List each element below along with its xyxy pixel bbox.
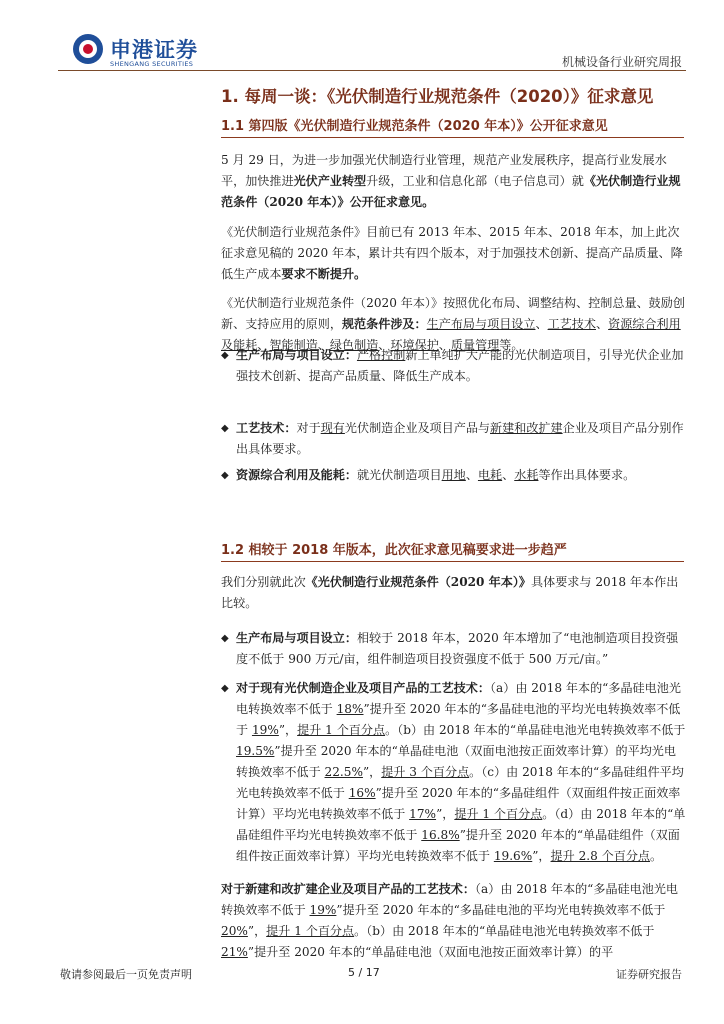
subsection-divider xyxy=(221,137,684,138)
subsection-divider xyxy=(221,561,684,562)
subsection-heading-1-2: 1.2 相较于 2018 年版本，此次征求意见稿要求进一步趋严 xyxy=(221,543,567,558)
list-item: ◆ 工艺技术：对于现有光伏制造企业及项目产品与新建和改扩建企业及项目产品分别作出具体要求。 xyxy=(221,418,687,460)
paragraph-2: 《光伏制造行业规范条件》目前已有 2013 年本、2015 年本、2018 年本，加上此次征求意见稿的 2020 年本，累计共有四个版本，对于加强技术创新、提高产品质量、降低生产成本要求不断提升。 xyxy=(221,225,683,281)
bullet-diamond-icon: ◆ xyxy=(221,423,229,434)
paragraph-3: 《光伏制造行业规范条件（2020 年本）》按照优化布局、调整结构、控制总量、鼓励创新、支持应用的原则，规范条件涉及：生产布局与项目设立、工艺技术、资源综合利用及能耗、智能制造、绿色制造、环境保护、质量管理等。 xyxy=(221,296,685,352)
list-item: ◆ 对于现有光伏制造企业及项目产品的工艺技术：（a）由 2018 年本的“多晶硅电池光电转换效率不低于 18%”提升至 2020 年本的“多晶硅电池的平均光电转换效率不低于 19%”，提升 1 个百分点。（b）由 2018 年本的“单晶硅电池光电转换效率不低于 19.5%”提升至 2020 年本的“单晶硅电池（双面电池按正面效率计算）的平均光电转换效率不低于 22.5%”，提升 3 个百分点。（c）由 2018 年本的“多晶硅组件平均光电转换效率不低于 16%”提升至 2020 年本的“多晶硅组件（双面组件按正面效率计算）平均光电转换效率不低于 17%”，提升 1 个百分点。（d）由 2018 年本的“单晶硅组件平均光电转换效率不低于 16.8%”提升至 2020 年本的“单晶硅组件（双面组件按正面效率计算）平均光电转换效率不低于 19.6%”，提升 2.8 个百分点。 xyxy=(221,678,687,867)
list-item: ◆ 生产布局与项目设立：严格控制新上单纯扩大产能的光伏制造项目，引导光伏企业加强技术创新、提高产品质量、降低生产成本。 xyxy=(221,345,687,387)
bullet-diamond-icon: ◆ xyxy=(221,470,229,481)
header-divider xyxy=(58,70,686,71)
paragraph-4: 我们分别就此次《光伏制造行业规范条件（2020 年本）》具体要求与 2018 年本作出比较。 xyxy=(221,575,679,610)
paragraph-1: 5 月 29 日，为进一步加强光伏制造行业管理，规范产业发展秩序，提高行业发展水平，加快推进光伏产业转型升级，工业和信息化部（电子信息司）就《光伏制造行业规范条件（2020 年本）》公开征求意见。 xyxy=(221,153,681,209)
bullet-diamond-icon: ◆ xyxy=(221,633,229,644)
subsection-heading-1-1: 1.1 第四版《光伏制造行业规范条件（2020 年本）》公开征求意见 xyxy=(221,119,608,134)
disclaimer-note: 敬请参阅最后一页免责声明 xyxy=(60,968,192,981)
company-name: 申港证券 xyxy=(110,38,198,62)
company-logo-icon xyxy=(73,34,103,64)
report-type: 机械设备行业研究周报 xyxy=(561,55,682,69)
bullet-diamond-icon: ◆ xyxy=(221,683,229,694)
page-number: 5 / 17 xyxy=(348,966,380,979)
company-name-en: SHENGANG SECURITIES xyxy=(110,60,194,68)
bullet-diamond-icon: ◆ xyxy=(221,350,229,361)
report-label: 证券研究报告 xyxy=(616,968,682,981)
section-heading: 1. 每周一谈：《光伏制造行业规范条件（2020）》征求意见 xyxy=(221,87,654,106)
list-item: ◆ 资源综合利用及能耗：就光伏制造项目用地、电耗、水耗等作出具体要求。 xyxy=(221,465,687,486)
list-item: ◆ 生产布局与项目设立：相较于 2018 年本，2020 年本增加了“电池制造项目投资强度不低于 900 万元/亩，组件制造项目投资强度不低于 500 万元/亩。” xyxy=(221,628,687,670)
paragraph-5: 对于新建和改扩建企业及项目产品的工艺技术：（a）由 2018 年本的“多晶硅电池光电转换效率不低于 19%”提升至 2020 年本的“多晶硅电池的平均光电转换效率不低于 20%”，提升 1 个百分点。（b）由 2018 年本的“单晶硅电池光电转换效率不低于 21%”提升至 2020 年本的“单晶硅电池（双面电池按正面效率计算）的平 xyxy=(221,882,679,959)
